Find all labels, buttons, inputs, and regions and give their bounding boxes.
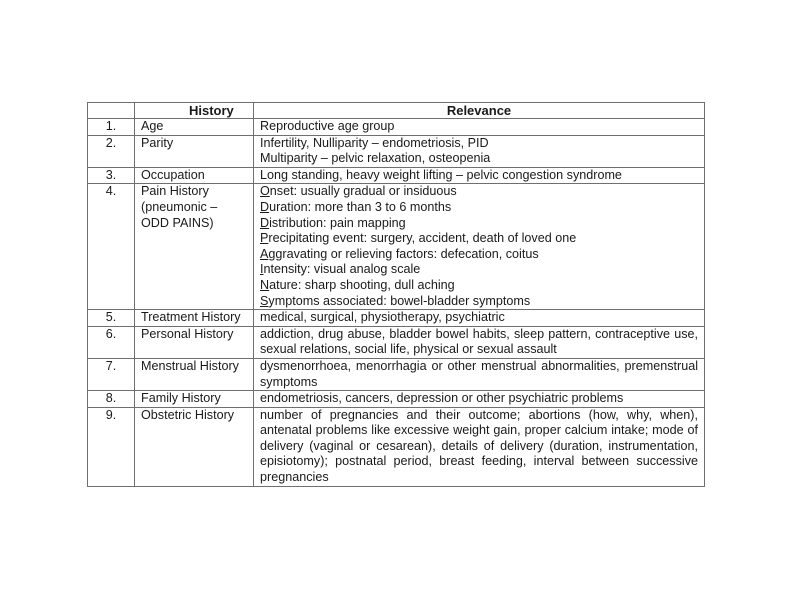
relevance-text: endometriosis, cancers, depression or other psychiatric problems	[254, 391, 705, 408]
row-number: 4.	[88, 184, 135, 310]
mnemonic-item: Precipitating event: surgery, accident, death of loved one	[260, 231, 577, 246]
mnemonic-item: Aggravating or relieving factors: defecation, coitus	[260, 246, 539, 261]
row-number: 3.	[88, 167, 135, 184]
row-number: 7.	[88, 358, 135, 390]
mnemonic-item: Symptoms associated: bowel-bladder symptoms	[260, 293, 531, 308]
history-item: Obstetric History	[135, 407, 254, 486]
history-item: Pain History (pneumonic – ODD PAINS)	[135, 184, 254, 310]
mnemonic-list	[254, 184, 705, 310]
header-number	[88, 103, 135, 119]
relevance-text: Reproductive age group	[254, 119, 705, 136]
history-item: Treatment History	[135, 310, 254, 327]
header-history: History	[135, 103, 254, 119]
history-item: Parity	[135, 135, 254, 167]
row-number: 8.	[88, 391, 135, 408]
table-row	[88, 358, 705, 390]
header-row	[88, 103, 705, 119]
mnemonic-item: Intensity: visual analog scale	[260, 262, 421, 277]
table-row	[88, 310, 705, 327]
table-row	[88, 167, 705, 184]
table-row	[88, 119, 705, 136]
table-row	[88, 326, 705, 358]
relevance-text: addiction, drug abuse, bladder bowel habits, sleep pattern, contraceptive use, sexual relations, social life, physical or sexual assault	[254, 326, 705, 358]
mnemonic-item: Onset: usually gradual or insiduous	[260, 184, 457, 199]
history-item: Age	[135, 119, 254, 136]
relevance-text: dysmenorrhoea, menorrhagia or other menstrual abnormalities, premenstrual symptoms	[254, 358, 705, 390]
relevance-text: Long standing, heavy weight lifting – pelvic congestion syndrome	[254, 167, 705, 184]
relevance-text: number of pregnancies and their outcome; abortions (how, why, when), antenatal problems like excessive weight gain, proper calcium intake; mode of delivery (vaginal or cesarean), details of delivery (duration, instrumentation, episiotomy); postnatal period, breast feeding, interval between successive pregnancies	[254, 407, 705, 486]
table-row	[88, 407, 705, 486]
relevance-text: medical, surgical, physiotherapy, psychiatric	[254, 310, 705, 327]
row-number: 1.	[88, 119, 135, 136]
history-item: Family History	[135, 391, 254, 408]
mnemonic-item: Nature: sharp shooting, dull aching	[260, 277, 455, 292]
row-number: 2.	[88, 135, 135, 167]
history-item: Occupation	[135, 167, 254, 184]
mnemonic-item: Duration: more than 3 to 6 months	[260, 199, 452, 214]
row-number: 9.	[88, 407, 135, 486]
history-item: Personal History	[135, 326, 254, 358]
table-row	[88, 391, 705, 408]
table-row	[88, 135, 705, 167]
table-row	[88, 184, 705, 310]
mnemonic-item: Distribution: pain mapping	[260, 215, 406, 230]
relevance-text: Infertility, Nulliparity – endometriosis, PID Multiparity – pelvic relaxation, osteopenia	[254, 135, 705, 167]
row-number: 5.	[88, 310, 135, 327]
history-relevance-table	[87, 102, 705, 487]
header-relevance: Relevance	[254, 103, 705, 119]
history-item: Menstrual History	[135, 358, 254, 390]
row-number: 6.	[88, 326, 135, 358]
